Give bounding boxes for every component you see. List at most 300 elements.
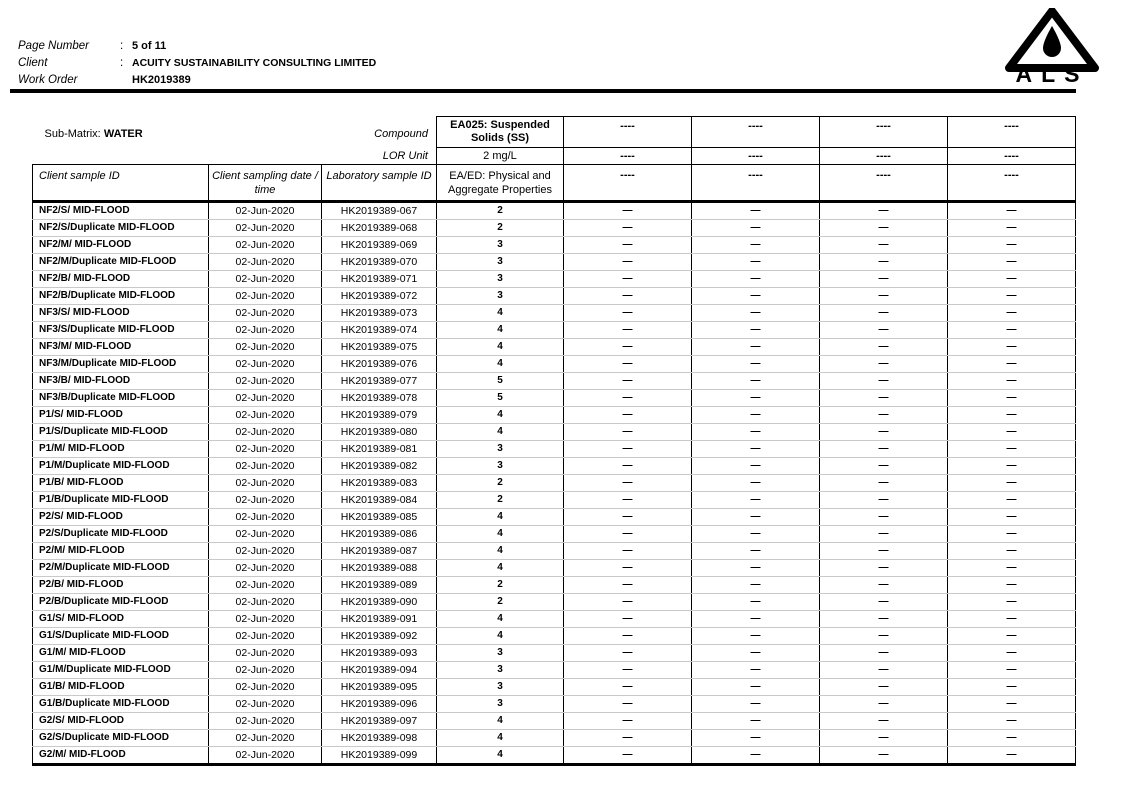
table-row	[33, 594, 1076, 611]
table-row	[33, 645, 1076, 662]
dash: —	[820, 424, 948, 441]
dash: —	[820, 696, 948, 713]
result-value: 4	[437, 305, 564, 322]
compound-header-dash: ----	[564, 117, 692, 148]
column-header-sampling-date: Client sampling date / time	[209, 165, 322, 202]
result-value: 2	[437, 492, 564, 509]
lab-sample-id: HK2019389-096	[322, 696, 437, 713]
dash: —	[948, 645, 1076, 662]
sample-id: P2/B/Duplicate MID-FLOOD	[33, 594, 209, 611]
table-row	[33, 254, 1076, 271]
table-row	[33, 713, 1076, 730]
lor-unit-row	[33, 148, 1076, 165]
dash: —	[692, 577, 820, 594]
client-label: Client	[18, 57, 48, 69]
sampling-date: 02-Jun-2020	[209, 628, 322, 645]
result-value: 3	[437, 441, 564, 458]
table-row	[33, 424, 1076, 441]
lab-sample-id: HK2019389-076	[322, 356, 437, 373]
dash: —	[820, 407, 948, 424]
lab-sample-id: HK2019389-073	[322, 305, 437, 322]
dash: —	[564, 322, 692, 339]
dash: —	[564, 254, 692, 271]
sampling-date: 02-Jun-2020	[209, 747, 322, 765]
dash: —	[564, 594, 692, 611]
dash: —	[948, 288, 1076, 305]
dash: —	[564, 390, 692, 407]
lab-sample-id: HK2019389-095	[322, 679, 437, 696]
sampling-date: 02-Jun-2020	[209, 577, 322, 594]
result-value: 2	[437, 475, 564, 492]
result-value: 4	[437, 407, 564, 424]
sample-id: P1/B/Duplicate MID-FLOOD	[33, 492, 209, 509]
table-row	[33, 560, 1076, 577]
sample-id: NF3/M/Duplicate MID-FLOOD	[33, 356, 209, 373]
dash: —	[948, 271, 1076, 288]
separator-colon: :	[120, 40, 124, 52]
dash: —	[820, 458, 948, 475]
dash: —	[820, 594, 948, 611]
table-row	[33, 679, 1076, 696]
sampling-date: 02-Jun-2020	[209, 560, 322, 577]
dash: —	[692, 713, 820, 730]
table-row	[33, 458, 1076, 475]
dash: —	[948, 560, 1076, 577]
dash: —	[564, 339, 692, 356]
dash: —	[948, 237, 1076, 254]
lab-sample-id: HK2019389-075	[322, 339, 437, 356]
dash: —	[564, 458, 692, 475]
dash: —	[948, 543, 1076, 560]
column-header-lab-sample-id: Laboratory sample ID	[322, 165, 437, 202]
sampling-date: 02-Jun-2020	[209, 543, 322, 560]
column-header-row	[33, 165, 1076, 202]
dash: —	[948, 713, 1076, 730]
sampling-date: 02-Jun-2020	[209, 713, 322, 730]
table-row	[33, 339, 1076, 356]
dash: —	[692, 475, 820, 492]
lab-sample-id: HK2019389-091	[322, 611, 437, 628]
dash: —	[820, 628, 948, 645]
sampling-date: 02-Jun-2020	[209, 202, 322, 220]
sample-id: NF3/S/ MID-FLOOD	[33, 305, 209, 322]
result-value: 3	[437, 645, 564, 662]
sample-id: NF3/B/Duplicate MID-FLOOD	[33, 390, 209, 407]
dash: —	[948, 611, 1076, 628]
result-value: 3	[437, 662, 564, 679]
sample-id: P1/M/ MID-FLOOD	[33, 441, 209, 458]
dash: —	[692, 254, 820, 271]
dash: —	[564, 475, 692, 492]
sample-id: G1/B/Duplicate MID-FLOOD	[33, 696, 209, 713]
result-value: 3	[437, 254, 564, 271]
sample-id: P2/M/Duplicate MID-FLOOD	[33, 560, 209, 577]
dash: —	[692, 322, 820, 339]
dash: —	[564, 662, 692, 679]
sampling-date: 02-Jun-2020	[209, 645, 322, 662]
table-row	[33, 696, 1076, 713]
table-row	[33, 373, 1076, 390]
dash: —	[692, 747, 820, 765]
sample-id: NF2/M/Duplicate MID-FLOOD	[33, 254, 209, 271]
method-header-dash: ----	[948, 165, 1076, 202]
sample-id: P1/S/Duplicate MID-FLOOD	[33, 424, 209, 441]
compound-header: EA025: Suspended Solids (SS)	[437, 117, 564, 148]
sample-id: NF3/B/ MID-FLOOD	[33, 373, 209, 390]
sample-id: NF2/B/ MID-FLOOD	[33, 271, 209, 288]
dash: —	[692, 594, 820, 611]
lab-sample-id: HK2019389-069	[322, 237, 437, 254]
sample-id: G2/S/Duplicate MID-FLOOD	[33, 730, 209, 747]
dash: —	[564, 305, 692, 322]
result-value: 2	[437, 202, 564, 220]
table-row	[33, 611, 1076, 628]
table-row	[33, 543, 1076, 560]
lab-sample-id: HK2019389-083	[322, 475, 437, 492]
compound-header-row	[33, 117, 1076, 148]
compound-label: Compound	[374, 128, 428, 140]
dash: —	[948, 202, 1076, 220]
sampling-date: 02-Jun-2020	[209, 594, 322, 611]
table-row	[33, 509, 1076, 526]
table-row	[33, 237, 1076, 254]
lab-sample-id: HK2019389-074	[322, 322, 437, 339]
dash: —	[948, 730, 1076, 747]
result-value: 4	[437, 509, 564, 526]
sampling-date: 02-Jun-2020	[209, 526, 322, 543]
table-row	[33, 220, 1076, 237]
dash: —	[564, 543, 692, 560]
work-order-label: Work Order	[18, 74, 78, 86]
page-number-row	[18, 38, 376, 55]
result-value: 3	[437, 271, 564, 288]
dash: —	[564, 509, 692, 526]
separator-colon	[120, 72, 132, 89]
dash: —	[948, 475, 1076, 492]
lab-sample-id: HK2019389-085	[322, 509, 437, 526]
dash: —	[948, 747, 1076, 765]
table-row	[33, 526, 1076, 543]
result-value: 4	[437, 424, 564, 441]
dash: —	[820, 356, 948, 373]
sample-id: G2/S/ MID-FLOOD	[33, 713, 209, 730]
dash: —	[948, 628, 1076, 645]
table-row	[33, 662, 1076, 679]
sampling-date: 02-Jun-2020	[209, 730, 322, 747]
dash: —	[564, 577, 692, 594]
dash: —	[820, 237, 948, 254]
lab-sample-id: HK2019389-089	[322, 577, 437, 594]
sampling-date: 02-Jun-2020	[209, 237, 322, 254]
dash: —	[820, 747, 948, 765]
result-value: 3	[437, 679, 564, 696]
sampling-date: 02-Jun-2020	[209, 509, 322, 526]
table-row	[33, 730, 1076, 747]
dash: —	[820, 441, 948, 458]
dash: —	[564, 202, 692, 220]
dash: —	[564, 237, 692, 254]
result-value: 3	[437, 288, 564, 305]
lab-sample-id: HK2019389-081	[322, 441, 437, 458]
dash: —	[948, 390, 1076, 407]
dash: —	[948, 254, 1076, 271]
dash: —	[564, 713, 692, 730]
sample-id: P2/S/ MID-FLOOD	[33, 509, 209, 526]
client-row	[18, 55, 376, 72]
dash: —	[692, 407, 820, 424]
dash: —	[820, 322, 948, 339]
lab-sample-id: HK2019389-082	[322, 458, 437, 475]
sample-id: G1/M/Duplicate MID-FLOOD	[33, 662, 209, 679]
sub-matrix-value: WATER	[103, 128, 143, 140]
sampling-date: 02-Jun-2020	[209, 458, 322, 475]
result-value: 4	[437, 628, 564, 645]
dash: —	[692, 458, 820, 475]
table-row	[33, 577, 1076, 594]
sample-id: NF2/S/ MID-FLOOD	[33, 202, 209, 220]
page-number-label: Page Number	[18, 40, 89, 52]
dash: —	[948, 424, 1076, 441]
sample-rows	[33, 202, 1076, 765]
lab-sample-id: HK2019389-078	[322, 390, 437, 407]
lab-sample-id: HK2019389-099	[322, 747, 437, 765]
lab-sample-id: HK2019389-079	[322, 407, 437, 424]
method-header-dash: ----	[564, 165, 692, 202]
result-value: 2	[437, 220, 564, 237]
dash: —	[692, 237, 820, 254]
dash: —	[692, 611, 820, 628]
dash: —	[564, 679, 692, 696]
dash: —	[820, 662, 948, 679]
dash: —	[692, 645, 820, 662]
dash: —	[564, 356, 692, 373]
dash: —	[948, 305, 1076, 322]
lor-unit-label: LOR Unit	[33, 148, 437, 165]
result-value: 4	[437, 611, 564, 628]
sampling-date: 02-Jun-2020	[209, 696, 322, 713]
lor-unit-value: 2 mg/L	[437, 148, 564, 165]
als-logo	[1004, 8, 1100, 84]
sample-id: NF2/S/Duplicate MID-FLOOD	[33, 220, 209, 237]
result-value: 4	[437, 560, 564, 577]
dash: —	[564, 220, 692, 237]
sampling-date: 02-Jun-2020	[209, 475, 322, 492]
result-value: 5	[437, 373, 564, 390]
sample-id: P2/B/ MID-FLOOD	[33, 577, 209, 594]
sampling-date: 02-Jun-2020	[209, 424, 322, 441]
dash: —	[564, 526, 692, 543]
dash: —	[948, 679, 1076, 696]
sample-id: G1/S/Duplicate MID-FLOOD	[33, 628, 209, 645]
lab-sample-id: HK2019389-070	[322, 254, 437, 271]
dash: —	[564, 373, 692, 390]
table-row	[33, 288, 1076, 305]
dash: —	[948, 696, 1076, 713]
dash: —	[564, 407, 692, 424]
lab-sample-id: HK2019389-092	[322, 628, 437, 645]
dash: —	[692, 202, 820, 220]
sampling-date: 02-Jun-2020	[209, 611, 322, 628]
sub-matrix-label: Sub-Matrix:	[44, 128, 101, 140]
dash: —	[820, 271, 948, 288]
dash: —	[820, 713, 948, 730]
compound-header-dash: ----	[692, 117, 820, 148]
dash: —	[948, 492, 1076, 509]
dash: —	[820, 202, 948, 220]
sample-id: G1/S/ MID-FLOOD	[33, 611, 209, 628]
result-value: 3	[437, 696, 564, 713]
lab-sample-id: HK2019389-090	[322, 594, 437, 611]
sampling-date: 02-Jun-2020	[209, 662, 322, 679]
sample-id: NF3/M/ MID-FLOOD	[33, 339, 209, 356]
sampling-date: 02-Jun-2020	[209, 305, 322, 322]
method-header: EA/ED: Physical and Aggregate Properties	[437, 165, 564, 202]
sampling-date: 02-Jun-2020	[209, 390, 322, 407]
dash: —	[820, 509, 948, 526]
lab-sample-id: HK2019389-068	[322, 220, 437, 237]
dash: —	[820, 475, 948, 492]
sample-id: G1/B/ MID-FLOOD	[33, 679, 209, 696]
dash: —	[820, 679, 948, 696]
logo-droplet-icon	[1043, 26, 1061, 57]
sample-id: P1/M/Duplicate MID-FLOOD	[33, 458, 209, 475]
dash: —	[692, 730, 820, 747]
dash: —	[948, 356, 1076, 373]
dash: —	[564, 560, 692, 577]
lab-sample-id: HK2019389-094	[322, 662, 437, 679]
dash: —	[692, 373, 820, 390]
sample-id: NF2/M/ MID-FLOOD	[33, 237, 209, 254]
sampling-date: 02-Jun-2020	[209, 441, 322, 458]
dash: —	[820, 390, 948, 407]
dash: —	[564, 628, 692, 645]
dash: —	[948, 441, 1076, 458]
page-number-value: 5 of 11	[132, 40, 167, 52]
result-value: 4	[437, 713, 564, 730]
table-row	[33, 747, 1076, 765]
dash: —	[948, 577, 1076, 594]
method-header-dash: ----	[820, 165, 948, 202]
result-value: 4	[437, 730, 564, 747]
dash: —	[948, 407, 1076, 424]
dash: —	[948, 509, 1076, 526]
sub-matrix	[45, 128, 143, 140]
sampling-date: 02-Jun-2020	[209, 254, 322, 271]
sample-id: P1/B/ MID-FLOOD	[33, 475, 209, 492]
result-value: 4	[437, 543, 564, 560]
sampling-date: 02-Jun-2020	[209, 356, 322, 373]
dash: —	[948, 322, 1076, 339]
logo-text: ALS	[1015, 61, 1089, 84]
result-value: 4	[437, 322, 564, 339]
dash: —	[692, 441, 820, 458]
lab-sample-id: HK2019389-097	[322, 713, 437, 730]
header-divider	[10, 89, 1076, 93]
report-header	[18, 38, 376, 89]
dash: —	[948, 220, 1076, 237]
lab-sample-id: HK2019389-086	[322, 526, 437, 543]
column-header-sample-id: Client sample ID	[33, 165, 209, 202]
table-row	[33, 271, 1076, 288]
dash: —	[564, 492, 692, 509]
table-row	[33, 492, 1076, 509]
dash: —	[820, 730, 948, 747]
dash: —	[692, 526, 820, 543]
result-value: 5	[437, 390, 564, 407]
dash: —	[692, 696, 820, 713]
dash: —	[564, 441, 692, 458]
dash: —	[564, 696, 692, 713]
dash: —	[948, 373, 1076, 390]
sampling-date: 02-Jun-2020	[209, 271, 322, 288]
sampling-date: 02-Jun-2020	[209, 373, 322, 390]
lor-unit-dash: ----	[564, 148, 692, 165]
dash: —	[564, 271, 692, 288]
table-row	[33, 628, 1076, 645]
sample-id: NF2/B/Duplicate MID-FLOOD	[33, 288, 209, 305]
table-row	[33, 475, 1076, 492]
dash: —	[948, 339, 1076, 356]
lor-unit-dash: ----	[820, 148, 948, 165]
table-row	[33, 305, 1076, 322]
dash: —	[820, 373, 948, 390]
dash: —	[692, 509, 820, 526]
dash: —	[820, 577, 948, 594]
dash: —	[564, 424, 692, 441]
dash: —	[820, 339, 948, 356]
sample-id: P2/S/Duplicate MID-FLOOD	[33, 526, 209, 543]
sampling-date: 02-Jun-2020	[209, 679, 322, 696]
dash: —	[820, 288, 948, 305]
lab-sample-id: HK2019389-093	[322, 645, 437, 662]
dash: —	[692, 543, 820, 560]
sampling-date: 02-Jun-2020	[209, 322, 322, 339]
dash: —	[948, 594, 1076, 611]
dash: —	[820, 543, 948, 560]
table-row	[33, 322, 1076, 339]
result-value: 4	[437, 356, 564, 373]
dash: —	[692, 305, 820, 322]
dash: —	[820, 492, 948, 509]
result-value: 3	[437, 458, 564, 475]
separator-colon: :	[120, 57, 124, 69]
dash: —	[564, 288, 692, 305]
sample-id: G1/M/ MID-FLOOD	[33, 645, 209, 662]
sampling-date: 02-Jun-2020	[209, 339, 322, 356]
dash: —	[692, 679, 820, 696]
lab-sample-id: HK2019389-084	[322, 492, 437, 509]
dash: —	[692, 271, 820, 288]
lab-sample-id: HK2019389-072	[322, 288, 437, 305]
compound-header-dash: ----	[820, 117, 948, 148]
lab-sample-id: HK2019389-098	[322, 730, 437, 747]
work-order-row	[18, 72, 376, 89]
sampling-date: 02-Jun-2020	[209, 407, 322, 424]
results-table	[32, 116, 1076, 766]
dash: —	[692, 339, 820, 356]
dash: —	[564, 611, 692, 628]
table-row	[33, 407, 1076, 424]
table-row	[33, 202, 1076, 220]
dash: —	[692, 492, 820, 509]
dash: —	[820, 645, 948, 662]
method-header-dash: ----	[692, 165, 820, 202]
dash: —	[948, 662, 1076, 679]
table-row	[33, 441, 1076, 458]
dash: —	[564, 730, 692, 747]
compound-header-dash: ----	[948, 117, 1076, 148]
dash: —	[820, 560, 948, 577]
